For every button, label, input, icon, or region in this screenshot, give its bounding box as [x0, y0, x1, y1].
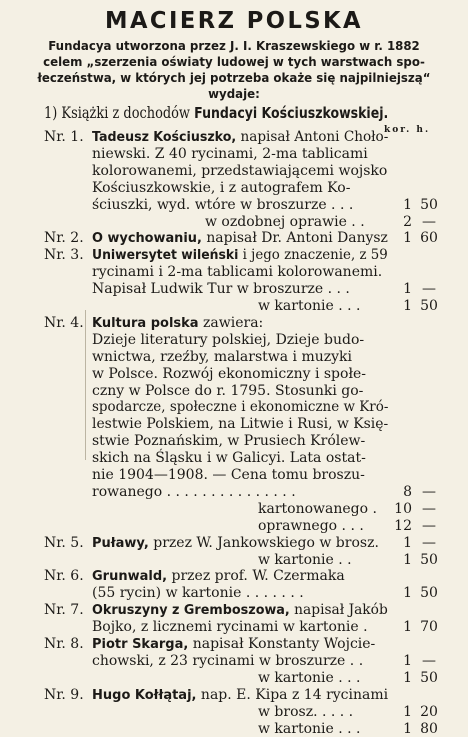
entry-line — [258, 671, 361, 685]
entry-text: w ozdobnej oprawie . . — [205, 213, 365, 230]
entry-title: Tadeusz Kościuszko, — [92, 130, 237, 145]
entry-text: Kościuszkowskie, i z autografem Ko- — [92, 179, 351, 196]
price-halerze: 50 — [420, 196, 438, 213]
entry-text: lestwie Polskiem, na Litwie i Rusi, w Księ- — [92, 416, 389, 433]
subtitle-line-1: Fundacya utworzona przez J. I. Kraszewskiego w r. 1882 — [48, 39, 420, 53]
entry-line — [92, 350, 352, 364]
price-korony: 1 — [403, 669, 412, 686]
entry-text: nie 1904—1908. — Cena tomu broszu- — [92, 467, 365, 483]
entry-text: napisał Dr. Antoni Danysz — [201, 230, 388, 247]
entry-title: Grunwald, — [92, 569, 168, 585]
entry-title: Piotr Skarga, — [92, 637, 189, 652]
price-korony: 10 — [394, 500, 412, 517]
price-halerze: — — [422, 281, 436, 298]
entry-number: Nr. 9. — [44, 686, 84, 703]
subtitle-line-4: wydaje: — [208, 87, 260, 101]
entry-line — [92, 367, 366, 381]
price-halerze: — — [422, 500, 436, 517]
entry-title: Okruszyny z Gremboszowa, — [92, 603, 290, 619]
price-halerze: 20 — [420, 703, 438, 720]
price-halerze: 50 — [420, 669, 438, 686]
entry-line — [92, 231, 388, 245]
entry-line — [258, 502, 377, 516]
price-halerze: 50 — [420, 298, 438, 314]
section-heading — [44, 106, 388, 122]
price-halerze: 50 — [420, 585, 438, 602]
price-korony: 1 — [403, 619, 412, 636]
entry-text: zawiera: — [198, 314, 264, 331]
entry-text: Dzieje literatury polskiej, Dzieje budo- — [92, 331, 365, 348]
entry-number: Nr. 6. — [44, 568, 84, 585]
entry-text: przez W. Jankowskiego w brosz. — [148, 534, 379, 551]
entry-text: (55 rycin) w kartonie . . . . . . . — [92, 585, 304, 602]
entry-text: kolorowanemi, przedstawiającemi wojsko — [92, 162, 388, 179]
price-halerze: 80 — [420, 720, 438, 737]
entry-line — [92, 130, 388, 144]
entry-text: i jego znaczenie, z 59 — [238, 247, 388, 264]
entry-number: Nr. 1. — [44, 129, 84, 145]
price-korony: 1 — [403, 298, 412, 314]
entry-number: Nr. 5. — [44, 534, 84, 551]
entry-line — [92, 603, 388, 617]
entry-text: chowski, z 23 rycinami w broszurze . . — [92, 652, 364, 669]
entry-text: w kartonie . . . — [258, 669, 361, 686]
price-halerze: — — [422, 652, 436, 669]
entry-line — [92, 400, 388, 414]
entry-text: wnictwa, rzeźby, malarstwa i muzyki — [92, 348, 353, 365]
subtitle-line-3: łeczeństwa, w których jej potrzeba okaże się najpilniejszą“ — [37, 71, 431, 85]
entry-line — [92, 620, 368, 634]
currency-header: kor. h. — [384, 125, 431, 135]
entry-line — [92, 316, 263, 330]
entry-text: w kartonie . . . — [258, 720, 361, 737]
entry-line — [92, 451, 366, 465]
entry-line — [258, 519, 364, 533]
entry-line — [92, 164, 387, 178]
entry-line — [92, 434, 365, 448]
price-halerze: 60 — [420, 230, 438, 247]
price-korony: 1 — [403, 585, 412, 602]
price-korony: 1 — [403, 196, 412, 213]
price-korony: 1 — [403, 652, 412, 669]
entry-line — [92, 654, 363, 668]
entry-text: ściuszki, wyd. wtóre w broszurze . . . — [92, 196, 354, 213]
entry-text: w Polsce. Rozwój ekonomiczny i społe- — [92, 365, 366, 382]
price-korony: 1 — [403, 230, 412, 247]
entry-line — [92, 637, 375, 651]
entry-title: O wychowaniu, — [92, 231, 202, 247]
entry-text: spodarcze, społeczne i ekonomiczne w Kró- — [92, 399, 389, 416]
entry-line — [92, 248, 388, 262]
price-halerze: — — [422, 213, 436, 230]
entry-text: w kartonie . . . — [258, 298, 361, 314]
price-korony: 1 — [403, 281, 412, 298]
entry-text: rowanego . . . . . . . . . . . . . . . — [92, 483, 296, 500]
entry-line — [92, 333, 364, 347]
price-halerze: 50 — [420, 551, 438, 568]
entry-text: w kartonie . . — [258, 551, 352, 568]
entry-text: napisał Jakób — [289, 602, 388, 619]
entry-text: stwie Poznańskim, w Prusiech Królew- — [92, 433, 366, 450]
entry-text: napisał Antoni Choło- — [236, 129, 389, 145]
entry-line — [92, 282, 350, 296]
price-halerze: — — [422, 517, 436, 534]
binding-rule — [85, 310, 86, 460]
entry-number: Nr. 2. — [44, 230, 84, 247]
entry-line — [258, 553, 352, 567]
entry-line — [258, 722, 361, 736]
entry-text: niewski. Z 40 rycinami, 2-ma tablicami — [92, 145, 368, 162]
entry-text: Bojko, z licznemi rycinami w kartonie . — [92, 619, 368, 636]
entry-title: Kultura polska — [92, 315, 199, 331]
price-korony: 1 — [403, 720, 412, 737]
price-halerze: — — [422, 534, 436, 551]
entry-text: skich na Śląsku i w Galicyi. Lata ostat- — [92, 450, 366, 467]
entry-line — [92, 265, 382, 279]
price-halerze: 70 — [420, 619, 438, 636]
entry-number: Nr. 3. — [44, 247, 84, 264]
entry-number: Nr. 4. — [44, 314, 84, 331]
price-korony: 1 — [403, 551, 412, 568]
entry-line — [92, 569, 345, 583]
entry-title: Puławy, — [92, 535, 149, 551]
entry-text: w brosz. . . . . — [258, 703, 354, 720]
entry-line — [92, 485, 296, 499]
entry-text: nap. E. Kipa z 14 rycinami — [196, 686, 389, 703]
price-korony: 8 — [403, 483, 412, 500]
subtitle-line-2: celem „szerzenia oświaty ludowej w tych warstwach spo- — [43, 55, 425, 69]
entry-title: Uniwersytet wileński — [92, 248, 239, 264]
entry-line — [92, 198, 353, 212]
entry-line — [92, 468, 365, 482]
entry-line — [92, 384, 363, 398]
entry-title: Hugo Kołłątaj, — [92, 687, 197, 703]
entry-line — [258, 299, 361, 313]
entry-number: Nr. 8. — [44, 636, 84, 652]
section-bold: Fundacyi Kościuszkowskiej. — [194, 104, 389, 122]
price-korony: 12 — [394, 517, 412, 534]
price-korony: 1 — [403, 703, 412, 720]
entry-line — [92, 536, 379, 550]
entry-text: czny w Polsce do r. 1795. Stosunki go- — [92, 382, 364, 399]
entry-line — [92, 147, 368, 161]
price-korony: 1 — [403, 534, 412, 551]
entry-line — [92, 586, 304, 600]
entry-text: przez prof. W. Czermaka — [167, 568, 345, 585]
section-prefix: 1) Książki z dochodów — [44, 104, 191, 122]
entry-text: Napisał Ludwik Tur w broszurze . . . — [92, 281, 350, 298]
page-title: MACIERZ POLSKA — [104, 8, 363, 34]
entry-text: kartonowanego . — [258, 500, 377, 517]
price-halerze: — — [422, 483, 436, 500]
entry-line — [92, 417, 388, 431]
entry-text: oprawnego . . . — [258, 517, 364, 534]
entry-line — [205, 215, 365, 229]
entry-number: Nr. 7. — [44, 602, 84, 619]
entry-text: napisał Konstanty Wojcie- — [188, 636, 376, 652]
entry-text: rycinami i 2-ma tablicami kolorowanemi. — [92, 264, 383, 281]
price-korony: 2 — [403, 213, 412, 230]
entry-line — [92, 181, 350, 195]
entry-line — [92, 688, 388, 702]
